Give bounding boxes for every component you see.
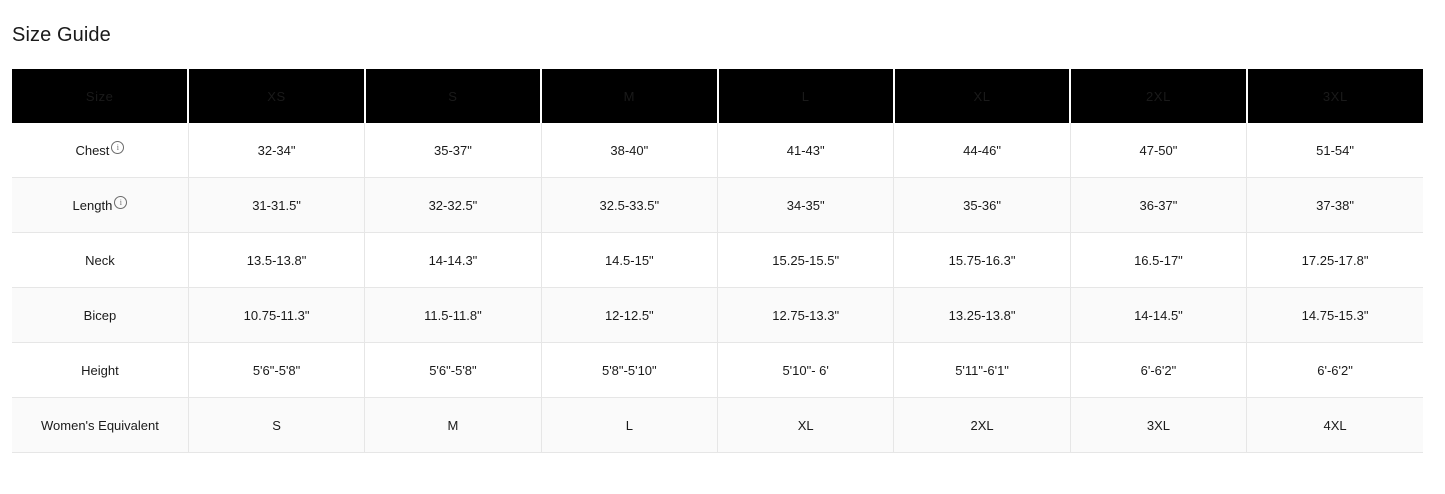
cell-height-2xl: 6'-6'2": [1070, 343, 1246, 398]
cell-bicep-s: 11.5-11.8": [365, 288, 541, 343]
cell-chest-2xl: 47-50": [1070, 123, 1246, 178]
cell-chest-s: 35-37": [365, 123, 541, 178]
info-icon[interactable]: i: [111, 141, 124, 154]
info-icon[interactable]: i: [114, 196, 127, 209]
cell-womens-xs: S: [188, 398, 364, 453]
column-header-2xl: 2XL: [1070, 69, 1246, 123]
cell-neck-2xl: 16.5-17": [1070, 233, 1246, 288]
page-title: Size Guide: [12, 24, 111, 46]
row-label-text: Length: [72, 197, 113, 213]
row-label-inner: [84, 308, 117, 323]
column-header-3xl: 3XL: [1247, 69, 1423, 123]
table-row: [12, 233, 1423, 288]
cell-length-2xl: 36-37": [1070, 178, 1246, 233]
cell-womens-l: XL: [718, 398, 894, 453]
row-label-text: Neck: [85, 252, 115, 268]
cell-height-3xl: 6'-6'2": [1247, 343, 1423, 398]
cell-womens-xl: 2XL: [894, 398, 1070, 453]
cell-chest-l: 41-43": [718, 123, 894, 178]
cell-length-xl: 35-36": [894, 178, 1070, 233]
size-guide-table-wrapper: [12, 69, 1423, 453]
cell-womens-3xl: 4XL: [1247, 398, 1423, 453]
cell-neck-l: 15.25-15.5": [718, 233, 894, 288]
row-label-womens-equivalent: [12, 398, 188, 453]
cell-bicep-3xl: 14.75-15.3": [1247, 288, 1423, 343]
cell-bicep-xl: 13.25-13.8": [894, 288, 1070, 343]
column-header-l: L: [718, 69, 894, 123]
table-row: [12, 123, 1423, 178]
size-guide-table: [12, 69, 1423, 453]
column-header-m: M: [541, 69, 717, 123]
cell-neck-s: 14-14.3": [365, 233, 541, 288]
row-label-bicep: [12, 288, 188, 343]
cell-neck-xl: 15.75-16.3": [894, 233, 1070, 288]
cell-height-s: 5'6"-5'8": [365, 343, 541, 398]
size-guide-page: [0, 22, 1445, 494]
column-header-s: S: [365, 69, 541, 123]
cell-chest-3xl: 51-54": [1247, 123, 1423, 178]
cell-height-xl: 5'11"-6'1": [894, 343, 1070, 398]
row-label-inner: [85, 253, 115, 268]
row-label-text: Bicep: [83, 307, 117, 323]
cell-neck-xs: 13.5-13.8": [188, 233, 364, 288]
column-header-size: Size: [12, 69, 188, 123]
row-label-height: [12, 343, 188, 398]
table-row: [12, 288, 1423, 343]
cell-length-s: 32-32.5": [365, 178, 541, 233]
table-row: [12, 343, 1423, 398]
column-header-xs: XS: [188, 69, 364, 123]
cell-bicep-m: 12-12.5": [541, 288, 717, 343]
cell-chest-m: 38-40": [541, 123, 717, 178]
row-label-text: Height: [81, 362, 119, 378]
cell-neck-3xl: 17.25-17.8": [1247, 233, 1423, 288]
row-label-inner: [41, 418, 159, 433]
cell-womens-s: M: [365, 398, 541, 453]
cell-bicep-l: 12.75-13.3": [718, 288, 894, 343]
row-label-text: Chest: [75, 142, 110, 158]
row-label-length: [12, 178, 188, 233]
row-label-chest: [12, 123, 188, 178]
cell-womens-m: L: [541, 398, 717, 453]
cell-height-m: 5'8"-5'10": [541, 343, 717, 398]
table-header-row: [12, 69, 1423, 123]
cell-chest-xl: 44-46": [894, 123, 1070, 178]
cell-length-xs: 31-31.5": [188, 178, 364, 233]
cell-length-3xl: 37-38": [1247, 178, 1423, 233]
cell-chest-xs: 32-34": [188, 123, 364, 178]
table-row: [12, 398, 1423, 453]
cell-height-l: 5'10"- 6': [718, 343, 894, 398]
cell-bicep-xs: 10.75-11.3": [188, 288, 364, 343]
row-label-inner: [73, 198, 128, 213]
column-header-xl: XL: [894, 69, 1070, 123]
cell-womens-2xl: 3XL: [1070, 398, 1246, 453]
cell-bicep-2xl: 14-14.5": [1070, 288, 1246, 343]
table-body: [12, 123, 1423, 453]
row-label-inner: [75, 143, 124, 158]
cell-height-xs: 5'6"-5'8": [188, 343, 364, 398]
row-label-neck: [12, 233, 188, 288]
row-label-text: Women's Equivalent: [41, 417, 159, 433]
row-label-inner: [81, 363, 119, 378]
table-header: [12, 69, 1423, 123]
table-row: [12, 178, 1423, 233]
cell-length-m: 32.5-33.5": [541, 178, 717, 233]
cell-length-l: 34-35": [718, 178, 894, 233]
cell-neck-m: 14.5-15": [541, 233, 717, 288]
